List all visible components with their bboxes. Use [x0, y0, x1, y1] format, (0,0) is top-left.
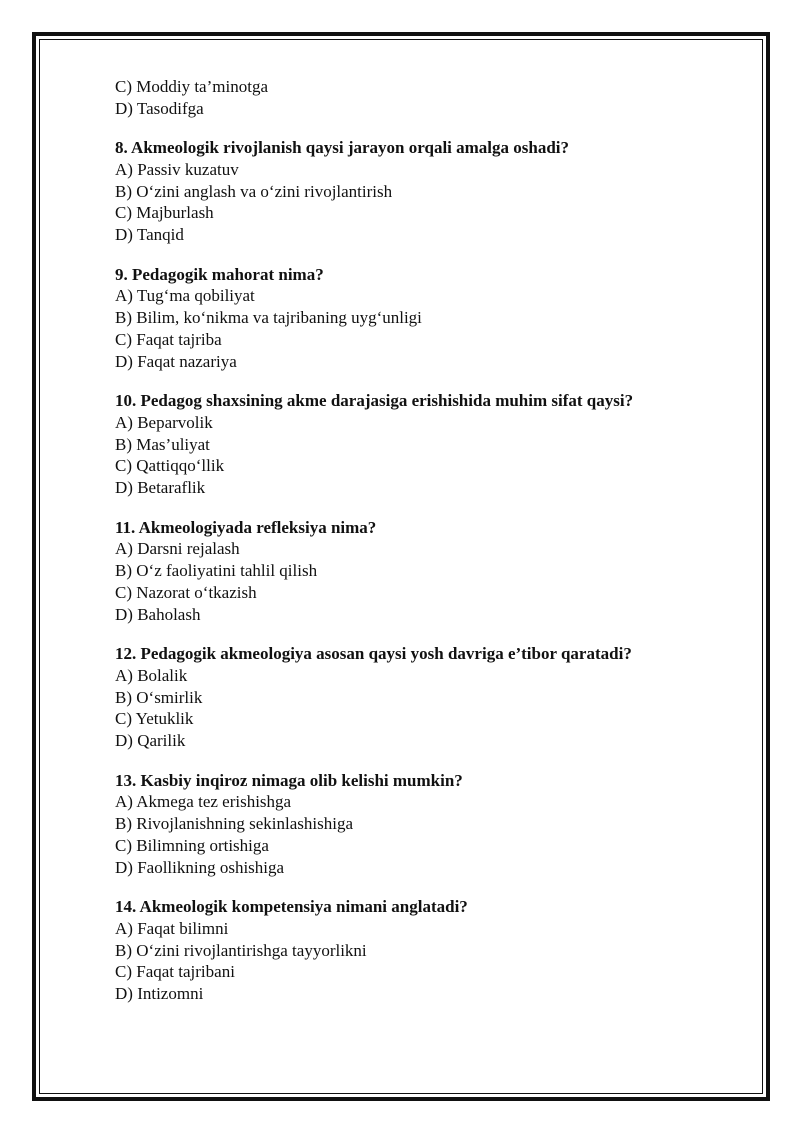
option: C) Majburlash: [115, 203, 214, 223]
option: C) Moddiy ta’minotga: [115, 77, 268, 96]
option: C) Faqat tajriba: [115, 329, 222, 349]
question-10-block: [115, 390, 715, 499]
option: A) Darsni rejalash: [115, 539, 240, 559]
option: A) Faqat bilimni: [115, 918, 229, 938]
option: C) Faqat tajribani: [115, 962, 235, 982]
option: A) Bolalik: [115, 665, 188, 685]
option: D) Faollikning oshishiga: [115, 857, 285, 877]
question-8-block: [115, 137, 715, 246]
question-13-block: [115, 770, 715, 879]
option: B) Mas’uliyat: [115, 434, 210, 454]
question-14-text: 14. Akmeologik kompetensiya nimani anglatadi?: [115, 897, 468, 916]
option: D) Qarilik: [115, 731, 186, 751]
question-12-text: 12. Pedagogik akmeologiya asosan qaysi yosh davriga e’tibor qaratadi?: [115, 644, 632, 664]
option: D) Intizomni: [115, 984, 204, 1004]
option: D) Baholash: [115, 604, 201, 624]
option: B) Rivojlanishning sekinlashishiga: [115, 814, 353, 834]
option: B) O‘zini rivojlantirishga tayyorlikni: [115, 940, 367, 960]
question-9-text: 9. Pedagogik mahorat nima?: [115, 264, 324, 284]
option: B) O‘z faoliyatini tahlil qilish: [115, 561, 318, 581]
option: C) Nazorat o‘tkazish: [115, 582, 257, 602]
question-11-text: 11. Akmeologiyada refleksiya nima?: [115, 517, 377, 537]
option: A) Akmega tez erishishga: [115, 792, 292, 812]
question-13-text: 13. Kasbiy inqiroz nimaga olib kelishi mumkin?: [115, 770, 463, 790]
option: B) O‘zini anglash va o‘zini rivojlantirish: [115, 181, 393, 201]
question-9-block: [115, 264, 715, 373]
option: D) Tasodifga: [115, 98, 204, 118]
question-11-block: [115, 517, 715, 626]
continued-options: [115, 76, 715, 120]
option: D) Tanqid: [115, 225, 184, 245]
option: C) Bilimning ortishiga: [115, 835, 269, 855]
option: A) Beparvolik: [115, 412, 213, 432]
option: A) Tug‘ma qobiliyat: [115, 286, 255, 306]
option: C) Qattiqqo‘llik: [115, 456, 225, 476]
option: A) Passiv kuzatuv: [115, 159, 239, 179]
question-10-text: 10. Pedagog shaxsining akme darajasiga erishishida muhim sifat qaysi?: [115, 391, 634, 411]
option: B) O‘smirlik: [115, 687, 203, 707]
option: C) Yetuklik: [115, 709, 194, 729]
quiz-content: [115, 76, 715, 1005]
option: B) Bilim, ko‘nikma va tajribaning uyg‘unligi: [115, 308, 422, 328]
question-14-block: [115, 896, 715, 1005]
question-8-text: 8. Akmeologik rivojlanish qaysi jarayon orqali amalga oshadi?: [115, 138, 570, 158]
option: D) Faqat nazariya: [115, 351, 237, 371]
question-12-block: [115, 643, 715, 752]
option: D) Betaraflik: [115, 478, 206, 498]
